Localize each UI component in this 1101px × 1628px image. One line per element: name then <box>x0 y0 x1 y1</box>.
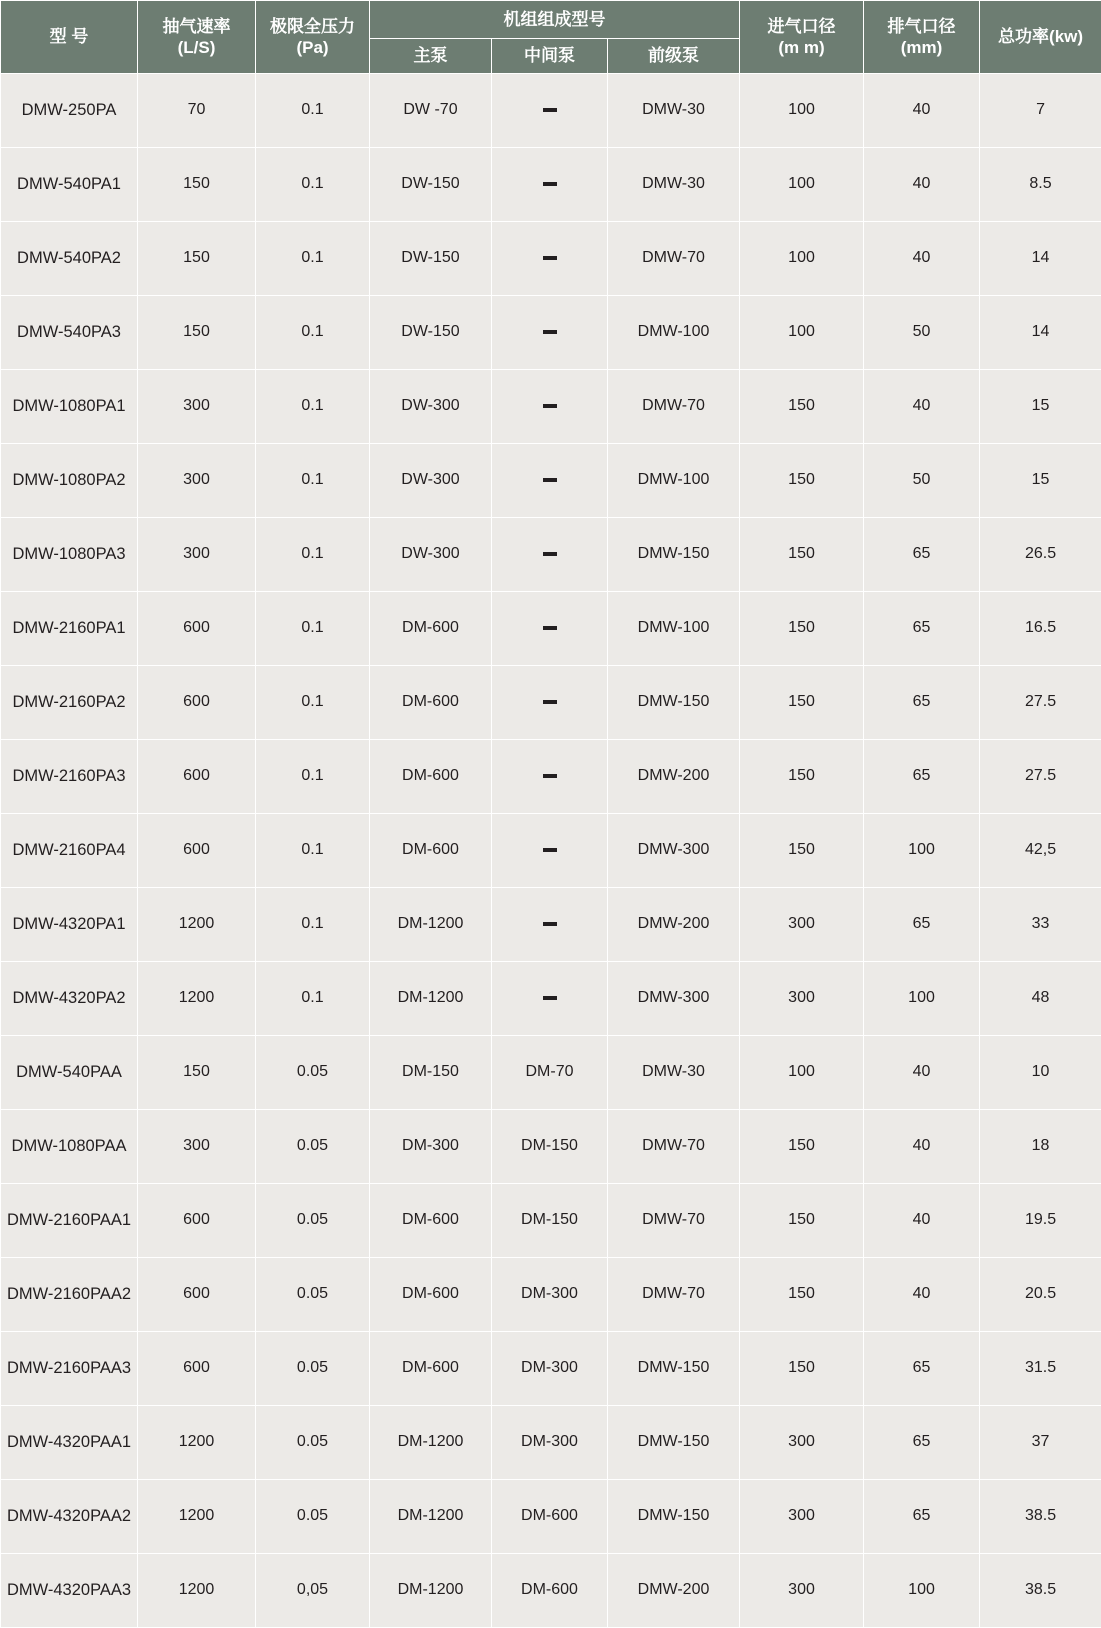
table-row <box>1 887 1101 961</box>
cell-outlet-diameter: 40 <box>864 369 980 443</box>
cell-total-power: 33 <box>980 887 1101 961</box>
cell-pumping-speed: 600 <box>138 813 256 887</box>
cell-outlet-diameter: 40 <box>864 1109 980 1183</box>
cell-model: DMW-2160PAA1 <box>1 1183 138 1257</box>
cell-intermediate-pump: DM-300 <box>492 1257 608 1331</box>
cell-outlet-diameter: 65 <box>864 591 980 665</box>
cell-outlet-diameter: 40 <box>864 1257 980 1331</box>
header-pumping-speed <box>138 1 256 74</box>
cell-intermediate-pump <box>492 665 608 739</box>
cell-pumping-speed: 300 <box>138 517 256 591</box>
cell-main-pump: DM-600 <box>370 665 492 739</box>
table-row <box>1 1479 1101 1553</box>
cell-backing-pump: DMW-150 <box>608 1405 740 1479</box>
cell-total-power: 48 <box>980 961 1101 1035</box>
cell-backing-pump: DMW-200 <box>608 1553 740 1627</box>
cell-ultimate-pressure: 0.1 <box>256 443 370 517</box>
cell-backing-pump: DMW-70 <box>608 221 740 295</box>
cell-outlet-diameter: 40 <box>864 73 980 147</box>
table-row <box>1 517 1101 591</box>
cell-backing-pump: DMW-100 <box>608 591 740 665</box>
dash-icon <box>543 774 557 778</box>
cell-outlet-diameter: 65 <box>864 1479 980 1553</box>
cell-outlet-diameter: 100 <box>864 1553 980 1627</box>
dash-icon <box>543 922 557 926</box>
table-header <box>1 1 1101 74</box>
cell-pumping-speed: 300 <box>138 443 256 517</box>
cell-pumping-speed: 150 <box>138 295 256 369</box>
header-inlet-diameter <box>740 1 864 74</box>
cell-intermediate-pump <box>492 443 608 517</box>
table-row <box>1 1257 1101 1331</box>
cell-model: DMW-1080PA3 <box>1 517 138 591</box>
cell-main-pump: DM-1200 <box>370 1553 492 1627</box>
cell-model: DMW-2160PAA2 <box>1 1257 138 1331</box>
header-row-top <box>1 1 1101 39</box>
cell-backing-pump: DMW-100 <box>608 295 740 369</box>
header-backing-pump: 前级泵 <box>608 39 740 73</box>
cell-outlet-diameter: 50 <box>864 443 980 517</box>
cell-pumping-speed: 600 <box>138 1331 256 1405</box>
cell-pumping-speed: 150 <box>138 147 256 221</box>
cell-total-power: 10 <box>980 1035 1101 1109</box>
header-unit-group: 机组组成型号 <box>370 1 740 39</box>
cell-model: DMW-250PA <box>1 73 138 147</box>
cell-pumping-speed: 1200 <box>138 1553 256 1627</box>
cell-ultimate-pressure: 0.1 <box>256 591 370 665</box>
cell-pumping-speed: 150 <box>138 1035 256 1109</box>
cell-outlet-diameter: 65 <box>864 887 980 961</box>
cell-main-pump: DM-600 <box>370 813 492 887</box>
cell-model: DMW-540PAA <box>1 1035 138 1109</box>
table-row <box>1 221 1101 295</box>
cell-inlet-diameter: 300 <box>740 1405 864 1479</box>
cell-total-power: 15 <box>980 443 1101 517</box>
cell-ultimate-pressure: 0.05 <box>256 1331 370 1405</box>
cell-pumping-speed: 1200 <box>138 887 256 961</box>
cell-pumping-speed: 600 <box>138 739 256 813</box>
cell-ultimate-pressure: 0.1 <box>256 517 370 591</box>
cell-model: DMW-540PA1 <box>1 147 138 221</box>
cell-backing-pump: DMW-200 <box>608 739 740 813</box>
cell-inlet-diameter: 150 <box>740 1183 864 1257</box>
cell-ultimate-pressure: 0.05 <box>256 1479 370 1553</box>
cell-ultimate-pressure: 0.1 <box>256 369 370 443</box>
cell-model: DMW-4320PA2 <box>1 961 138 1035</box>
cell-model: DMW-1080PA1 <box>1 369 138 443</box>
dash-icon <box>543 256 557 260</box>
cell-main-pump: DW-300 <box>370 369 492 443</box>
cell-total-power: 27.5 <box>980 665 1101 739</box>
header-model: 型 号 <box>1 1 138 74</box>
cell-backing-pump: DMW-70 <box>608 1183 740 1257</box>
cell-ultimate-pressure: 0.1 <box>256 221 370 295</box>
cell-backing-pump: DMW-70 <box>608 369 740 443</box>
cell-outlet-diameter: 65 <box>864 739 980 813</box>
cell-main-pump: DM-1200 <box>370 961 492 1035</box>
cell-main-pump: DW -70 <box>370 73 492 147</box>
cell-intermediate-pump: DM-300 <box>492 1331 608 1405</box>
cell-inlet-diameter: 150 <box>740 813 864 887</box>
cell-inlet-diameter: 150 <box>740 517 864 591</box>
cell-total-power: 20.5 <box>980 1257 1101 1331</box>
cell-main-pump: DM-600 <box>370 1257 492 1331</box>
cell-ultimate-pressure: 0.1 <box>256 887 370 961</box>
cell-intermediate-pump: DM-70 <box>492 1035 608 1109</box>
table-body <box>1 73 1101 1627</box>
cell-total-power: 19.5 <box>980 1183 1101 1257</box>
cell-backing-pump: DMW-30 <box>608 1035 740 1109</box>
cell-intermediate-pump <box>492 887 608 961</box>
cell-outlet-diameter: 40 <box>864 1035 980 1109</box>
header-pumping-speed-line1: 抽气速率 <box>140 16 253 37</box>
cell-intermediate-pump <box>492 813 608 887</box>
cell-main-pump: DM-600 <box>370 591 492 665</box>
cell-total-power: 27.5 <box>980 739 1101 813</box>
cell-intermediate-pump <box>492 739 608 813</box>
dash-icon <box>543 996 557 1000</box>
cell-total-power: 16.5 <box>980 591 1101 665</box>
table-row <box>1 443 1101 517</box>
table-row <box>1 73 1101 147</box>
cell-total-power: 37 <box>980 1405 1101 1479</box>
cell-inlet-diameter: 300 <box>740 961 864 1035</box>
header-ultimate-pressure-line1: 极限全压力 <box>258 16 367 37</box>
cell-total-power: 15 <box>980 369 1101 443</box>
cell-outlet-diameter: 100 <box>864 813 980 887</box>
cell-ultimate-pressure: 0.1 <box>256 73 370 147</box>
cell-ultimate-pressure: 0.05 <box>256 1257 370 1331</box>
cell-pumping-speed: 150 <box>138 221 256 295</box>
table-row <box>1 369 1101 443</box>
cell-inlet-diameter: 300 <box>740 887 864 961</box>
cell-main-pump: DM-1200 <box>370 1405 492 1479</box>
cell-intermediate-pump <box>492 369 608 443</box>
cell-backing-pump: DMW-150 <box>608 1479 740 1553</box>
dash-icon <box>543 626 557 630</box>
cell-intermediate-pump <box>492 147 608 221</box>
table-row <box>1 1331 1101 1405</box>
table-row <box>1 1405 1101 1479</box>
cell-ultimate-pressure: 0.05 <box>256 1109 370 1183</box>
cell-model: DMW-4320PAA1 <box>1 1405 138 1479</box>
cell-main-pump: DM-1200 <box>370 1479 492 1553</box>
cell-ultimate-pressure: 0.1 <box>256 961 370 1035</box>
cell-main-pump: DM-600 <box>370 1331 492 1405</box>
cell-main-pump: DM-1200 <box>370 887 492 961</box>
dash-icon <box>543 330 557 334</box>
cell-total-power: 18 <box>980 1109 1101 1183</box>
cell-intermediate-pump <box>492 591 608 665</box>
cell-intermediate-pump: DM-600 <box>492 1553 608 1627</box>
table-row <box>1 147 1101 221</box>
cell-pumping-speed: 70 <box>138 73 256 147</box>
cell-backing-pump: DMW-200 <box>608 887 740 961</box>
cell-ultimate-pressure: 0.1 <box>256 295 370 369</box>
table-row <box>1 813 1101 887</box>
cell-total-power: 38.5 <box>980 1553 1101 1627</box>
cell-main-pump: DM-150 <box>370 1035 492 1109</box>
cell-ultimate-pressure: 0.05 <box>256 1035 370 1109</box>
table-row <box>1 739 1101 813</box>
cell-pumping-speed: 1200 <box>138 1405 256 1479</box>
cell-inlet-diameter: 150 <box>740 591 864 665</box>
cell-total-power: 42,5 <box>980 813 1101 887</box>
header-outlet-diameter-line2: (mm) <box>866 37 977 58</box>
cell-model: DMW-2160PAA3 <box>1 1331 138 1405</box>
cell-intermediate-pump <box>492 517 608 591</box>
cell-model: DMW-4320PAA2 <box>1 1479 138 1553</box>
cell-intermediate-pump <box>492 221 608 295</box>
header-ultimate-pressure <box>256 1 370 74</box>
cell-total-power: 8.5 <box>980 147 1101 221</box>
cell-inlet-diameter: 100 <box>740 73 864 147</box>
dash-icon <box>543 108 557 112</box>
cell-main-pump: DW-150 <box>370 147 492 221</box>
cell-backing-pump: DMW-300 <box>608 813 740 887</box>
header-outlet-diameter <box>864 1 980 74</box>
cell-ultimate-pressure: 0.1 <box>256 813 370 887</box>
cell-intermediate-pump <box>492 295 608 369</box>
cell-model: DMW-540PA3 <box>1 295 138 369</box>
cell-inlet-diameter: 150 <box>740 739 864 813</box>
cell-pumping-speed: 300 <box>138 1109 256 1183</box>
cell-model: DMW-1080PAA <box>1 1109 138 1183</box>
table-row <box>1 1109 1101 1183</box>
cell-outlet-diameter: 65 <box>864 665 980 739</box>
cell-main-pump: DM-600 <box>370 1183 492 1257</box>
cell-model: DMW-4320PA1 <box>1 887 138 961</box>
cell-outlet-diameter: 40 <box>864 147 980 221</box>
cell-outlet-diameter: 40 <box>864 221 980 295</box>
cell-main-pump: DW-300 <box>370 443 492 517</box>
cell-ultimate-pressure: 0.1 <box>256 739 370 813</box>
cell-outlet-diameter: 65 <box>864 517 980 591</box>
cell-inlet-diameter: 150 <box>740 1257 864 1331</box>
header-outlet-diameter-line1: 排气口径 <box>866 16 977 37</box>
header-inlet-diameter-line2: (m m) <box>742 37 861 58</box>
cell-total-power: 7 <box>980 73 1101 147</box>
cell-total-power: 31.5 <box>980 1331 1101 1405</box>
cell-inlet-diameter: 100 <box>740 295 864 369</box>
cell-main-pump: DW-150 <box>370 221 492 295</box>
cell-intermediate-pump <box>492 73 608 147</box>
cell-intermediate-pump <box>492 961 608 1035</box>
cell-pumping-speed: 1200 <box>138 961 256 1035</box>
cell-inlet-diameter: 300 <box>740 1479 864 1553</box>
dash-icon <box>543 478 557 482</box>
cell-outlet-diameter: 65 <box>864 1405 980 1479</box>
cell-inlet-diameter: 100 <box>740 221 864 295</box>
cell-outlet-diameter: 100 <box>864 961 980 1035</box>
cell-ultimate-pressure: 0.05 <box>256 1183 370 1257</box>
table-row <box>1 1183 1101 1257</box>
cell-total-power: 38.5 <box>980 1479 1101 1553</box>
dash-icon <box>543 404 557 408</box>
table-row <box>1 1553 1101 1627</box>
cell-total-power: 26.5 <box>980 517 1101 591</box>
cell-inlet-diameter: 150 <box>740 369 864 443</box>
cell-backing-pump: DMW-150 <box>608 1331 740 1405</box>
cell-outlet-diameter: 65 <box>864 1331 980 1405</box>
table-row <box>1 665 1101 739</box>
dash-icon <box>543 700 557 704</box>
header-total-power: 总功率(kw) <box>980 1 1101 74</box>
cell-backing-pump: DMW-150 <box>608 517 740 591</box>
cell-outlet-diameter: 50 <box>864 295 980 369</box>
dash-icon <box>543 552 557 556</box>
cell-model: DMW-2160PA4 <box>1 813 138 887</box>
cell-intermediate-pump: DM-150 <box>492 1183 608 1257</box>
table-row <box>1 295 1101 369</box>
table-row <box>1 961 1101 1035</box>
cell-inlet-diameter: 150 <box>740 1331 864 1405</box>
cell-pumping-speed: 600 <box>138 591 256 665</box>
cell-main-pump: DW-150 <box>370 295 492 369</box>
cell-model: DMW-2160PA3 <box>1 739 138 813</box>
cell-model: DMW-540PA2 <box>1 221 138 295</box>
cell-outlet-diameter: 40 <box>864 1183 980 1257</box>
cell-backing-pump: DMW-30 <box>608 147 740 221</box>
cell-inlet-diameter: 150 <box>740 665 864 739</box>
cell-backing-pump: DMW-30 <box>608 73 740 147</box>
cell-pumping-speed: 300 <box>138 369 256 443</box>
cell-inlet-diameter: 150 <box>740 1109 864 1183</box>
cell-inlet-diameter: 300 <box>740 1553 864 1627</box>
cell-pumping-speed: 600 <box>138 1257 256 1331</box>
cell-intermediate-pump: DM-300 <box>492 1405 608 1479</box>
cell-inlet-diameter: 100 <box>740 1035 864 1109</box>
cell-model: DMW-4320PAA3 <box>1 1553 138 1627</box>
cell-intermediate-pump: DM-600 <box>492 1479 608 1553</box>
cell-ultimate-pressure: 0.1 <box>256 665 370 739</box>
cell-inlet-diameter: 100 <box>740 147 864 221</box>
dash-icon <box>543 848 557 852</box>
header-main-pump: 主泵 <box>370 39 492 73</box>
cell-total-power: 14 <box>980 221 1101 295</box>
cell-main-pump: DM-600 <box>370 739 492 813</box>
cell-main-pump: DW-300 <box>370 517 492 591</box>
cell-pumping-speed: 600 <box>138 1183 256 1257</box>
cell-inlet-diameter: 150 <box>740 443 864 517</box>
cell-intermediate-pump: DM-150 <box>492 1109 608 1183</box>
cell-ultimate-pressure: 0,05 <box>256 1553 370 1627</box>
cell-backing-pump: DMW-70 <box>608 1109 740 1183</box>
cell-ultimate-pressure: 0.05 <box>256 1405 370 1479</box>
cell-pumping-speed: 1200 <box>138 1479 256 1553</box>
cell-model: DMW-2160PA1 <box>1 591 138 665</box>
header-intermediate-pump: 中间泵 <box>492 39 608 73</box>
table-row <box>1 591 1101 665</box>
cell-ultimate-pressure: 0.1 <box>256 147 370 221</box>
cell-backing-pump: DMW-150 <box>608 665 740 739</box>
cell-model: DMW-2160PA2 <box>1 665 138 739</box>
cell-main-pump: DM-300 <box>370 1109 492 1183</box>
cell-backing-pump: DMW-300 <box>608 961 740 1035</box>
dash-icon <box>543 182 557 186</box>
cell-backing-pump: DMW-100 <box>608 443 740 517</box>
table-row <box>1 1035 1101 1109</box>
cell-total-power: 14 <box>980 295 1101 369</box>
header-pumping-speed-line2: (L/S) <box>140 37 253 58</box>
cell-backing-pump: DMW-70 <box>608 1257 740 1331</box>
header-inlet-diameter-line1: 进气口径 <box>742 16 861 37</box>
cell-pumping-speed: 600 <box>138 665 256 739</box>
cell-model: DMW-1080PA2 <box>1 443 138 517</box>
header-ultimate-pressure-line2: (Pa) <box>258 37 367 58</box>
